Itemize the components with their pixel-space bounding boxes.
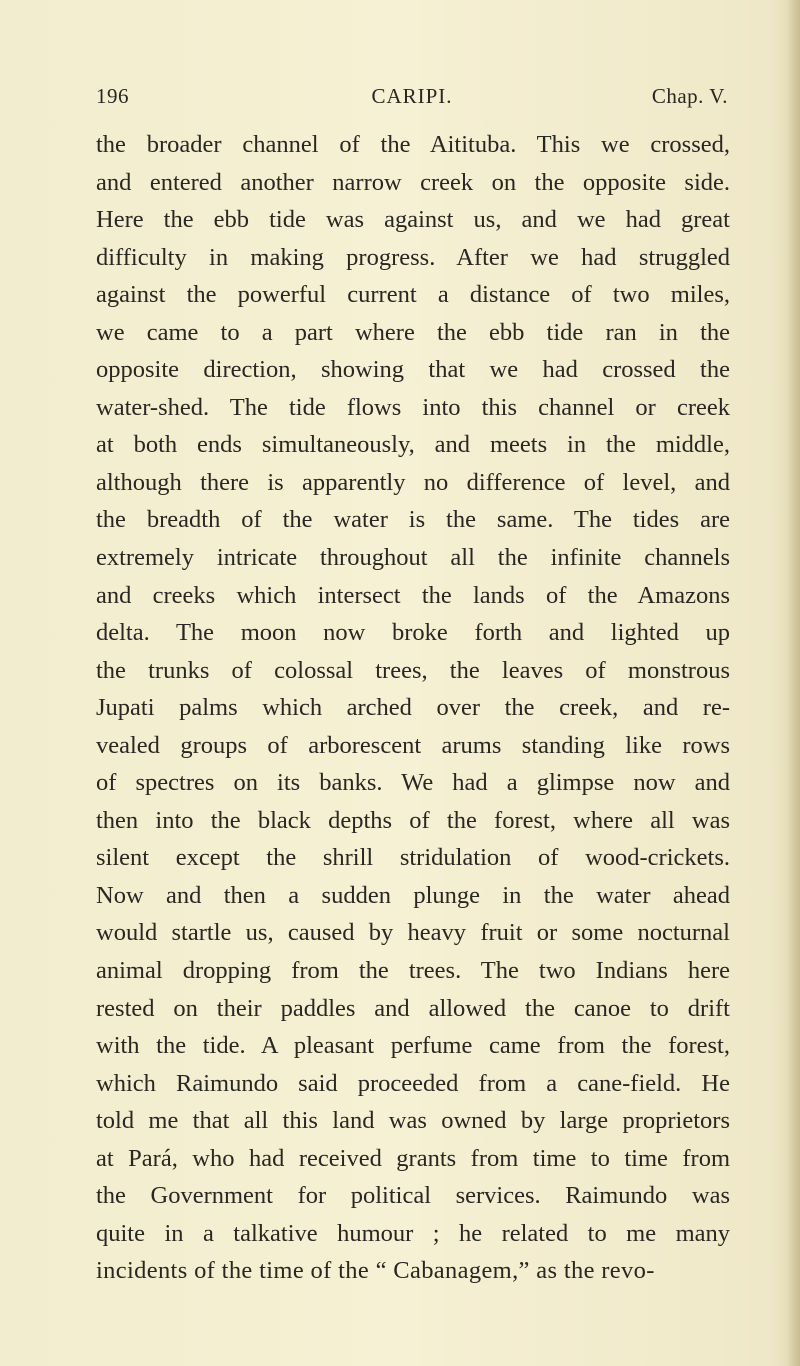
- page-edge-shadow: [786, 0, 800, 1366]
- text-line: and creeks which intersect the lands of the Amazons: [96, 581, 730, 609]
- text-line: Now and then a sudden plunge in the water ahead: [96, 881, 730, 909]
- text-line: the trunks of colossal trees, the leaves of monstrous: [96, 656, 730, 684]
- text-line: with the tide. A pleasant perfume came from the forest,: [96, 1032, 730, 1060]
- body-text: [96, 126, 730, 1290]
- running-title: CARIPI.: [371, 84, 453, 108]
- running-head: [96, 84, 728, 114]
- text-line: we came to a part where the ebb tide ran in the: [96, 318, 730, 346]
- text-line: of spectres on its banks. We had a glimpse now and: [96, 769, 730, 797]
- text-line: told me that all this land was owned by large proprietors: [96, 1107, 730, 1135]
- text-line: rested on their paddles and allowed the canoe to drift: [96, 994, 730, 1022]
- text-line: at both ends simultaneously, and meets in the middle,: [96, 431, 730, 459]
- text-line: although there is apparently no difference of level, and: [96, 468, 730, 496]
- text-line: Here the ebb tide was against us, and we had great: [96, 206, 730, 234]
- text-line: difficulty in making progress. After we had struggled: [96, 243, 730, 271]
- text-line: extremely intricate throughout all the infinite channels: [96, 544, 730, 572]
- text-line: silent except the shrill stridulation of wood-crickets.: [96, 844, 730, 872]
- text-line: incidents of the time of the “ Cabanagem,” as the revo-: [96, 1257, 655, 1285]
- text-line: vealed groups of arborescent arums standing like rows: [96, 731, 730, 759]
- text-line: animal dropping from the trees. The two Indians here: [96, 957, 730, 985]
- text-line: the breadth of the water is the same. The tides are: [96, 506, 730, 534]
- chapter-label: Chap. V.: [651, 84, 728, 108]
- text-line: Jupati palms which arched over the creek, and re-: [96, 694, 730, 722]
- text-line: the Government for political services. Raimundo was: [96, 1182, 730, 1210]
- text-line: against the powerful current a distance of two miles,: [96, 281, 730, 309]
- text-line: quite in a talkative humour ; he related to me many: [96, 1219, 730, 1247]
- text-line: delta. The moon now broke forth and lighted up: [96, 619, 730, 647]
- text-line: would startle us, caused by heavy fruit or some nocturnal: [96, 919, 730, 947]
- text-line: opposite direction, showing that we had crossed the: [96, 356, 730, 384]
- text-line: and entered another narrow creek on the opposite side.: [96, 168, 730, 196]
- text-line: the broader channel of the Aitituba. This we crossed,: [96, 131, 730, 158]
- text-line: then into the black depths of the forest, where all was: [96, 806, 730, 834]
- text-line: at Pará, who had received grants from time to time from: [96, 1144, 730, 1172]
- text-line: water-shed. The tide flows into this channel or creek: [96, 393, 730, 421]
- text-line: which Raimundo said proceeded from a cane-field. He: [96, 1069, 730, 1097]
- page-number: 196: [96, 84, 129, 108]
